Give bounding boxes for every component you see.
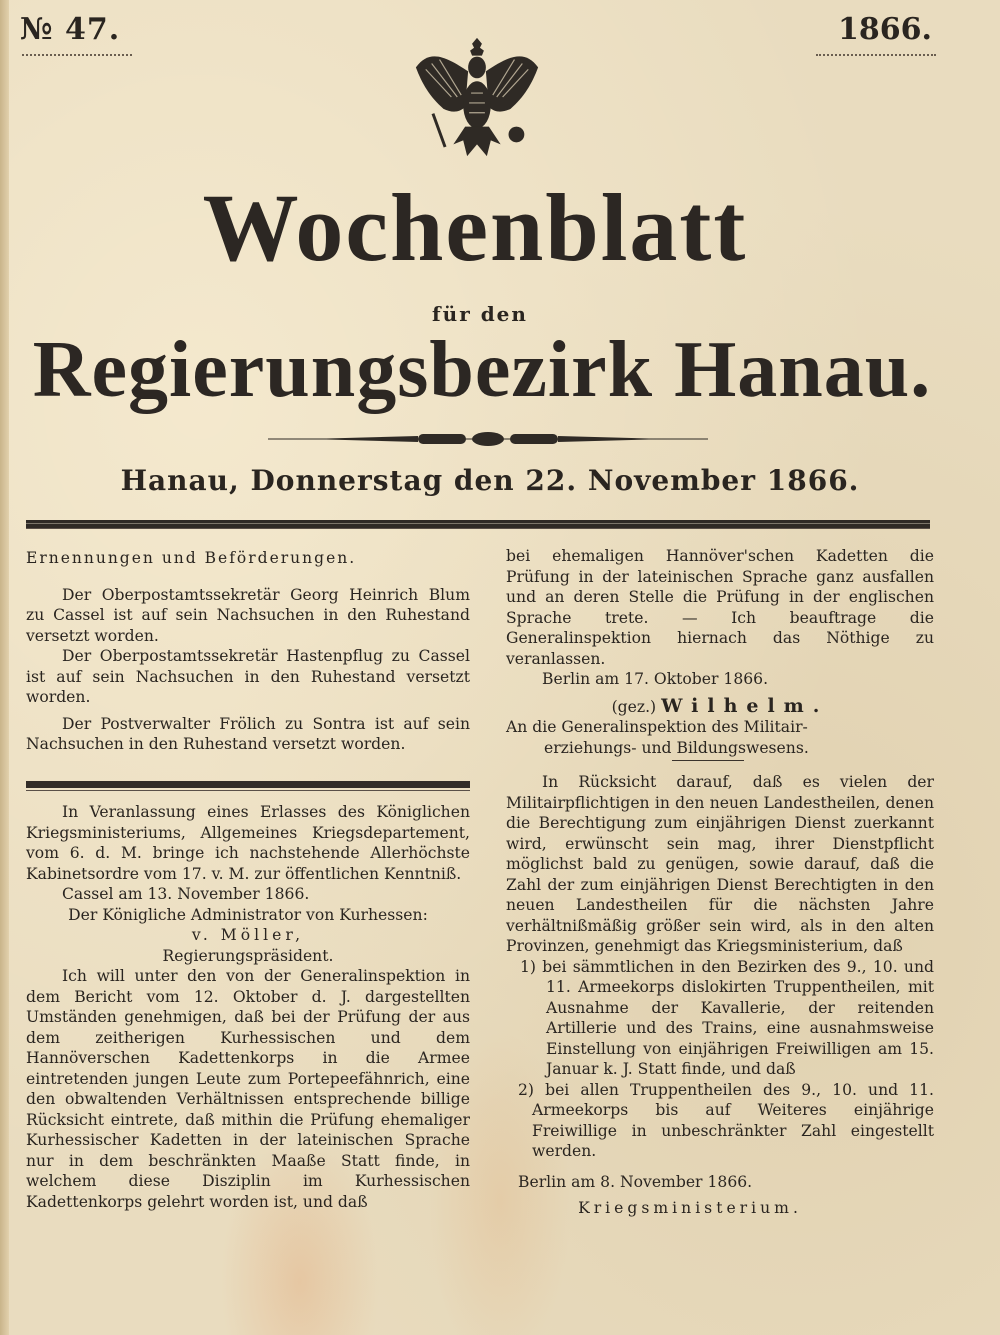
short-divider-rule [672,760,744,761]
section-divider-rule [26,781,470,788]
title-connector: für den [432,302,528,326]
prussian-eagle-emblem-icon [408,28,546,166]
decree-item: 2) bei allen Truppentheilen des 9., 10. und 11. Armeekorps bis auf Weiteres einjährige Freiwillige in unbeschränkter Zahl eingestellt werden. [518,1080,934,1160]
signature-prefix: (gez.) [611,697,657,716]
year-underline [816,50,936,56]
decorative-divider-ornament [268,428,708,450]
appointment-entry: Der Oberpostamtssekretär Georg Heinrich Blum zu Cassel ist auf sein Nachsuchen in den Ruhestand versetzt worden. [26,585,470,645]
order-continuation: bei ehemaligen Hannöver'schen Kadetten die Prüfung in der lateinischen Sprache ganz ausfallen und an deren Stelle die Prüfung in der englischen Sprache trete. — Ich beauftrage die Generalinspektion hiernach das Nöthige zu veranlassen. [506,547,934,668]
notice-signatory-title: Der Königliche Administrator von Kurhessen: [68,905,428,924]
appointment-entry: Der Postverwalter Frölich zu Sontra ist auf sein Nachsuchen in den Ruhestand versetzt worden. [26,714,470,753]
addressee-line: erziehungs- und Bildungswesens. [544,738,809,757]
notice-signatory-name: v. Möller, [191,926,305,944]
masthead-rule [26,520,930,529]
addressee-line: An die Generalinspektion des Militair- [506,718,808,736]
issue-number-underline [22,50,132,56]
cabinet-order-text: Ich will unter den von der Generalinspektion in dem Bericht vom 12. Oktober d. J. dargestellten Umständen genehmigen, daß bei der Prüfung der aus dem zeitherigen Kurhessischen und dem Hannöverschen Kadettenkorps in die Armee eintretenden jungen Leute zum Portepeefähnrich, eine den obwaltenden Verhältnissen entsprechende billige Rücksicht eintrete, daß mithin die Prüfung ehemaliger Kurhessischer Kadetten in der lateinischen Sprache nur in dem beschränkten Maaße Statt finde, in welchem diese Disziplin im Kurhessischen Kadettenkorps gelehrt worden ist, und daß [26,967,470,1211]
newspaper-title-wochenblatt: Wochenblatt [202,174,748,281]
right-column-decree [506,772,934,1219]
issue-year: 1866. [838,12,932,47]
signature-name: Wilhelm. [661,694,829,717]
left-column-notice [26,802,470,1212]
decree-signatory: Kriegsministerium. [578,1199,802,1217]
issue-dateline: Hanau, Donnerstag den 22. November 1866. [120,464,860,497]
notice-place-date: Cassel am 13. November 1866. [62,885,310,903]
order-signature [506,696,934,718]
decree-intro: In Rücksicht darauf, daß es vielen der Militairpflichtigen in den neuen Landestheilen, denen die Berechtigung zum einjährigen Dienst zuerkannt wird, erwünscht sein mag, ihrer Dienstpflicht möglichst bald zu genügen, sowie darauf, daß die Zahl der zum einjährigen Dienst Berechtigten in den neuen Landestheilen für die nächsten Jahre verhältnißmäßig größer sein wird, als in den alten Provinzen, genehmigt das Kriegsministerium, daß [506,773,934,955]
decree-item: 1) bei sämmtlichen in den Bezirken des 9., 10. und 11. Armeekorps dislokirten Truppentheilen, mit Ausnahme der Kavallerie, der reitenden Artillerie und des Trains, eine ausnahmsweise Einstellung von einjährigen Freiwilligen am 15. Januar k. J. Statt finde, und daß [520,957,934,1078]
appointment-entry: Der Oberpostamtssekretär Hastenpflug zu Cassel ist auf sein Nachsuchen in den Ruhestand versetzt worden. [26,647,470,706]
order-place-date: Berlin am 17. Oktober 1866. [542,670,769,688]
notice-intro: In Veranlassung eines Erlasses des Königlichen Kriegsministeriums, Allgemeines Kriegsdepartement, vom 6. d. M. bringe ich nachstehende Allerhöchste Kabinetsordre vom 17. v. M. zur öffentlichen Kenntniß. [26,803,470,883]
decree-place-date: Berlin am 8. November 1866. [518,1172,753,1191]
issue-number: № 47. [20,12,121,47]
left-column-appointments [26,548,470,755]
newspaper-title-region: Regierungsbezirk Hanau. [32,326,932,414]
section-heading: Ernennungen und Beförderungen. [26,549,357,567]
notice-signatory-role: Regierungspräsident. [162,946,334,965]
right-column-order [506,546,934,758]
